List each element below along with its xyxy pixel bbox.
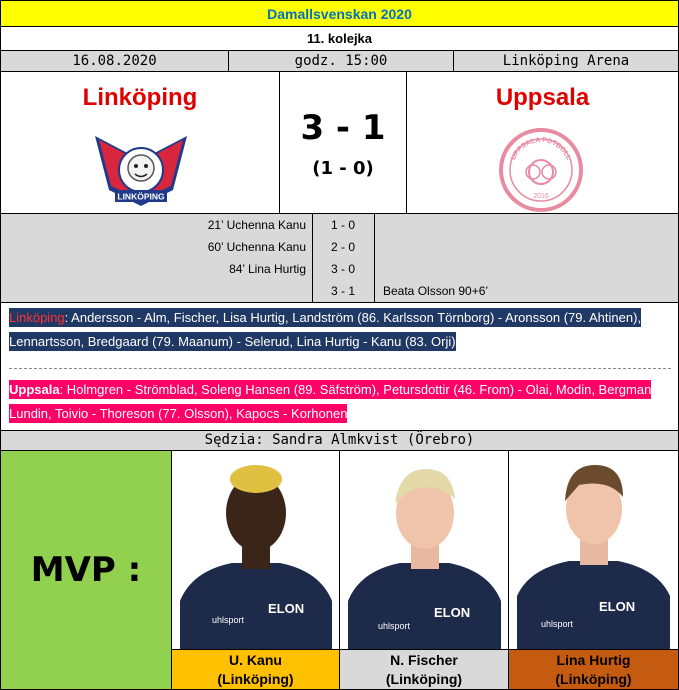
referee: Sędzia: Sandra Almkvist (Örebro) xyxy=(1,430,678,451)
mvp-player-team: (Linköping) xyxy=(555,671,632,687)
home-lineup-players: : Andersson - Alm, Fischer, Lisa Hurtig, Landström (86. Karlsson Törnborg) - Aronsson (79. Ahtinen), Lennartsson, Bredgaard (79. Maanum) - Selerud, Lina Hurtig - Kanu (83. Orji) xyxy=(9,310,642,349)
shirt-sponsor: ELON xyxy=(599,599,636,614)
mvp-player-1 xyxy=(172,451,340,689)
home-logo-text: LINKÖPING xyxy=(117,191,165,202)
shirt-sponsor: uhlsport xyxy=(212,615,245,625)
player-photo xyxy=(172,451,339,649)
mvp-player-name: Lina Hurtig xyxy=(556,652,631,668)
shirt-sponsor: ELON xyxy=(434,605,471,620)
match-date: 16.08.2020 xyxy=(1,51,229,72)
shirt-sponsor: uhlsport xyxy=(541,619,574,629)
match-time: godz. 15:00 xyxy=(229,51,454,72)
away-lineup-team: Uppsala xyxy=(9,382,60,397)
goal-score: 3 - 0 xyxy=(330,262,355,276)
goal-score: 3 - 1 xyxy=(330,284,355,298)
match-venue: Linköping Arena xyxy=(502,53,630,69)
away-team-name: Uppsala xyxy=(495,84,590,111)
away-lineup xyxy=(9,378,671,426)
mvp-player-3 xyxy=(509,451,678,689)
goal-score: 1 - 0 xyxy=(330,218,355,232)
lineup-divider xyxy=(9,368,671,369)
score-panel xyxy=(1,72,678,214)
away-lineup-players: : Holmgren - Strömblad, Soleng Hansen (89. Säfström), Petursdottir (46. From) - Olai, Modin, Bergman Lundin, Toivio - Thoreson (77. Olsson), Kapocs - Korhonen xyxy=(9,382,652,421)
player-photo xyxy=(509,451,678,649)
mvp-label: MVP : xyxy=(1,451,172,689)
home-lineup-team: Linköping xyxy=(9,310,65,325)
home-team-logo xyxy=(91,130,191,210)
goal-score: 2 - 0 xyxy=(330,240,355,254)
halftime-score: (1 - 0) xyxy=(312,158,374,179)
goals-panel xyxy=(1,214,678,303)
goal-home: 84’ Lina Hurtig xyxy=(229,262,306,276)
goal-away: Beata Olsson 90+6’ xyxy=(383,284,489,298)
goal-home: 60’ Uchenna Kanu xyxy=(207,240,306,254)
mvp-player-2 xyxy=(340,451,509,689)
home-team-name: Linköping xyxy=(82,84,198,111)
away-logo-text: UPPSALA FOTBOLL xyxy=(510,136,572,162)
mvp-player-team: (Linköping) xyxy=(217,671,294,687)
competition-title: Damallsvenskan 2020 xyxy=(1,1,678,27)
shirt-sponsor: ELON xyxy=(268,601,305,616)
away-logo-year: 2016 xyxy=(533,193,549,200)
away-team-logo xyxy=(499,128,583,212)
match-info-bar xyxy=(1,51,678,72)
mvp-player-name: N. Fischer xyxy=(390,652,458,668)
home-lineup xyxy=(9,306,671,354)
mvp-player-name: U. Kanu xyxy=(229,652,282,668)
shirt-sponsor: uhlsport xyxy=(378,621,411,631)
final-score: 3 - 1 xyxy=(300,108,386,148)
mvp-section xyxy=(1,451,678,689)
mvp-player-team: (Linköping) xyxy=(385,671,463,687)
round-label: 11. kolejka xyxy=(1,27,678,51)
player-photo xyxy=(340,451,508,649)
goal-home: 21’ Uchenna Kanu xyxy=(207,218,306,232)
